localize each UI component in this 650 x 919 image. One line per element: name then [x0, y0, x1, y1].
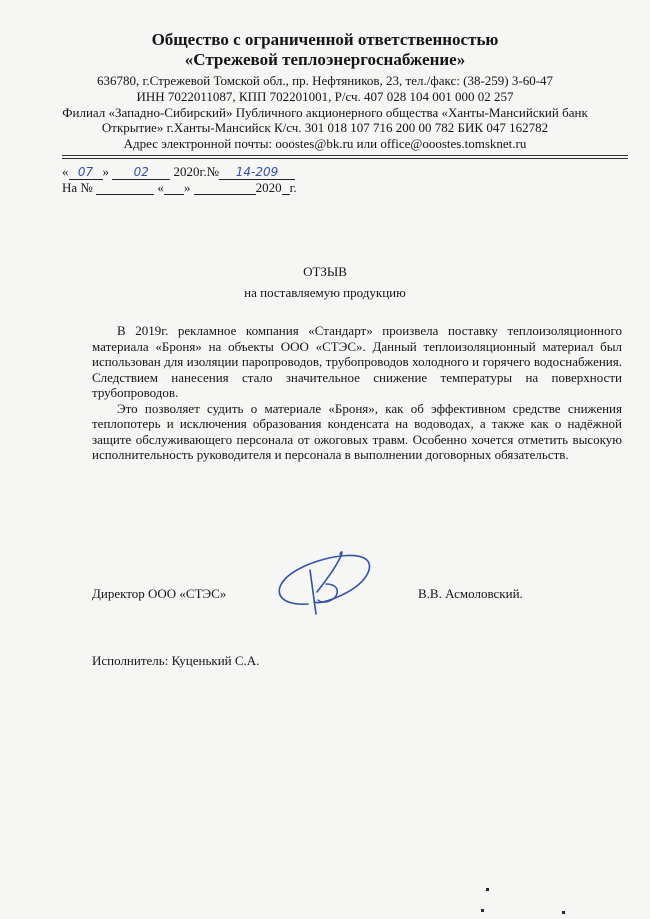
date-day-handwritten: 07: [77, 165, 94, 179]
reference-year: 2020: [255, 180, 282, 195]
document-title: ОТЗЫВ: [303, 264, 347, 279]
bank-details-line2: Открытие» г.Ханты-Мансийск К/сч. 301 018 107 716 200 00 782 БИК 047 162782: [101, 120, 549, 135]
date-month-handwritten: 02: [133, 165, 149, 179]
reference-day-blank: [164, 181, 184, 195]
reference-quote-close: »: [183, 180, 191, 195]
bank-details-line1: Филиал «Западно-Сибирский» Публичного акционерного общества «Ханты-Мансийский банк: [62, 105, 588, 120]
reference-quote-open: «: [157, 180, 164, 195]
scan-speck: [562, 911, 565, 914]
scan-speck: [481, 909, 484, 912]
header-divider-second: [62, 158, 628, 159]
letter-number-handwritten: 14-209: [235, 165, 279, 179]
org-ids: ИНН 7022011087, КПП 702201001, Р/сч. 407 028 104 001 000 02 257: [136, 89, 514, 104]
scan-speck: [486, 888, 489, 891]
body-paragraph-1: В 2019г. рекламное компания «Стандарт» произвела поставку теплоизоляционного материала «Броня» на объекты ООО «СТЭС». Данный теплоизоляционный материал был использован для изоляции паропроводов, трубопроводов холодного и горячего водоснабжения. Следствием нанесения стало значительное снижение температуры на поверхности трубопроводов.: [92, 323, 622, 400]
body-paragraph-2: Это позволяет судить о материале «Броня», как об эффективном средстве снижения теплопотерь и исключения образования конденсата на водоводах, а также как о надёжной защите обслуживающего персонала от ожоговых травм. Особенно хочется отметить высокую исполнительность руководителя и персонала в выполнении договорных обязательств.: [92, 400, 622, 462]
outgoing-date-line: [62, 164, 295, 180]
date-year-prefix: 2020г.№: [173, 164, 220, 179]
header-divider: [62, 155, 628, 156]
signatory-position: Директор ООО «СТЭС»: [92, 586, 227, 601]
reference-year-blank: [282, 181, 290, 195]
letter-body: [92, 323, 622, 463]
date-quote-close: »: [102, 164, 109, 179]
date-quote-open: «: [62, 164, 69, 179]
signatory-name: В.В. Асмоловский.: [418, 586, 523, 601]
executor-line: Исполнитель: Куценький С.А.: [92, 653, 260, 668]
reference-label: На №: [62, 180, 93, 195]
org-name-line2: «Стрежевой теплоэнергоснабжение»: [184, 50, 466, 69]
reference-month-blank: [194, 181, 256, 195]
document-subtitle: на поставляемую продукцию: [244, 285, 406, 300]
reference-year-suffix: г.: [289, 180, 297, 195]
org-address: 636780, г.Стрежевой Томской обл., пр. Нефтяников, 23, тел./факс: (38-259) 3-60-47: [96, 73, 554, 88]
reference-line: [62, 180, 297, 196]
org-name-line1: Общество с ограниченной ответственностью: [151, 30, 499, 49]
handwritten-signature: [270, 548, 380, 623]
org-email: Адрес электронной почты: ooostes@bk.ru или office@ooostes.tomsknet.ru: [123, 136, 527, 151]
reference-number-blank: [96, 181, 154, 195]
